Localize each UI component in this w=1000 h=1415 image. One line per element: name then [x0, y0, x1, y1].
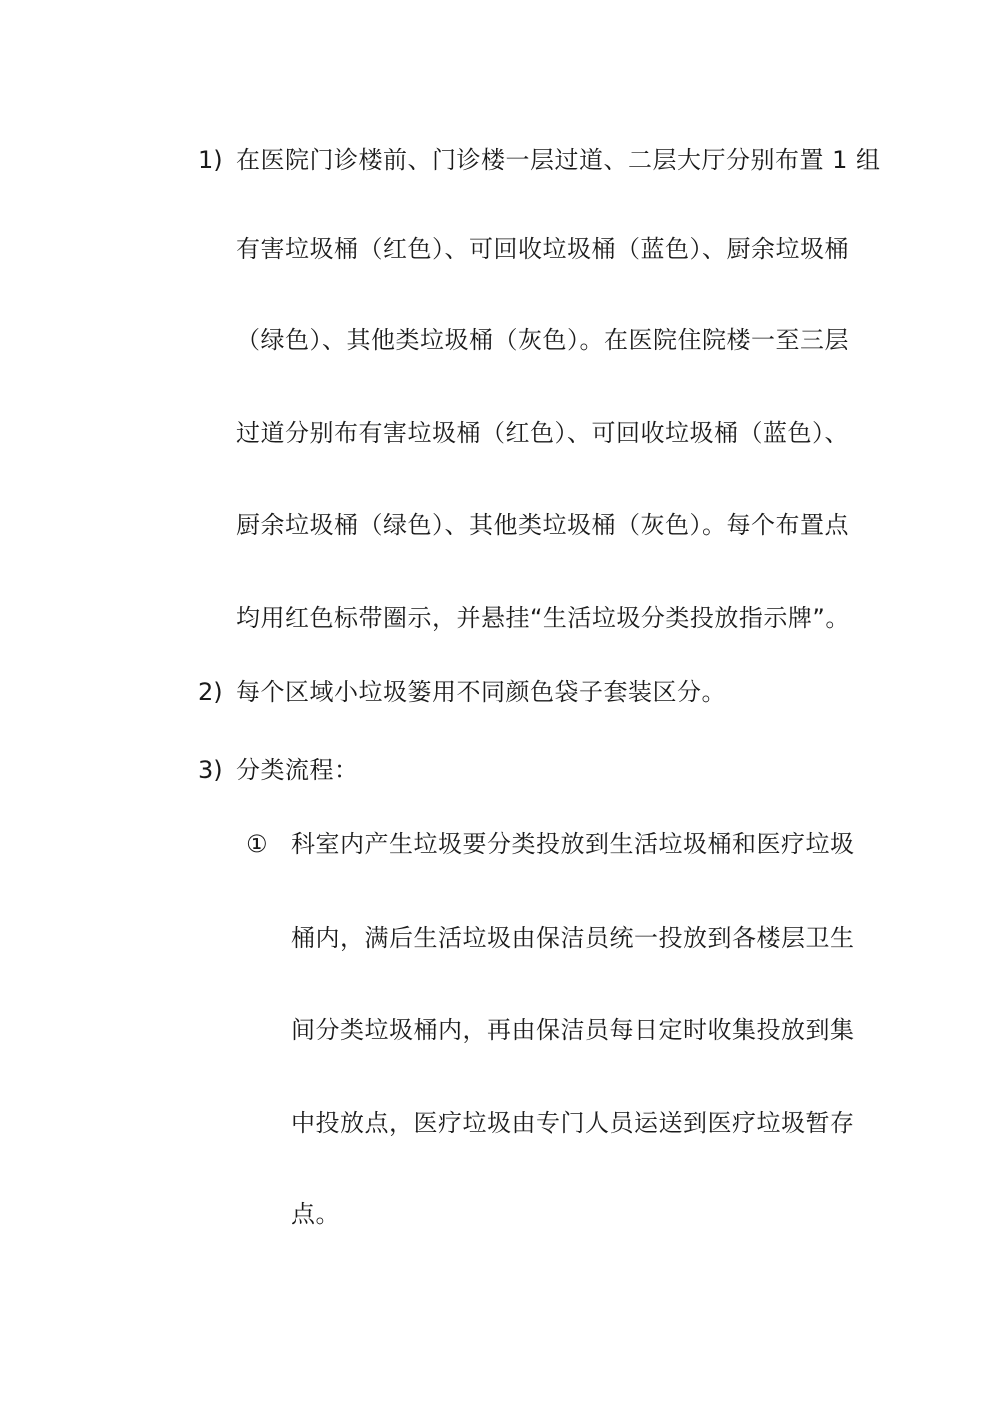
- text-line: 点。: [291, 1200, 340, 1228]
- text-line: 间分类垃圾桶内，再由保洁员每日定时收集投放到集: [291, 1016, 855, 1044]
- text-line: （绿色）、其他类垃圾桶（灰色）。在医院住院楼一至三层: [236, 326, 849, 354]
- text-line: 厨余垃圾桶（绿色）、其他类垃圾桶（灰色）。每个布置点: [236, 511, 849, 539]
- list-marker: 1): [198, 146, 223, 174]
- list-marker: 3): [198, 756, 223, 784]
- text-line: 桶内，满后生活垃圾由保洁员统一投放到各楼层卫生: [291, 924, 855, 952]
- text-line: 均用红色标带圈示，并悬挂“生活垃圾分类投放指示牌”。: [236, 604, 850, 632]
- text-line: 科室内产生垃圾要分类投放到生活垃圾桶和医疗垃圾: [291, 830, 855, 858]
- text-line: 分类流程：: [236, 756, 359, 784]
- text-line: 中投放点，医疗垃圾由专门人员运送到医疗垃圾暂存: [291, 1109, 855, 1137]
- list-marker: 2): [198, 678, 223, 706]
- text-line: 有害垃圾桶（红色）、可回收垃圾桶（蓝色）、厨余垃圾桶: [236, 235, 849, 263]
- sub-list-marker: ①: [246, 830, 268, 858]
- text-line: 每个区域小垃圾篓用不同颜色袋子套装区分。: [236, 678, 726, 706]
- text-line: 过道分别布有害垃圾桶（红色）、可回收垃圾桶（蓝色）、: [236, 419, 849, 447]
- text-line: 在医院门诊楼前、门诊楼一层过道、二层大厅分别布置 1 组: [236, 146, 881, 174]
